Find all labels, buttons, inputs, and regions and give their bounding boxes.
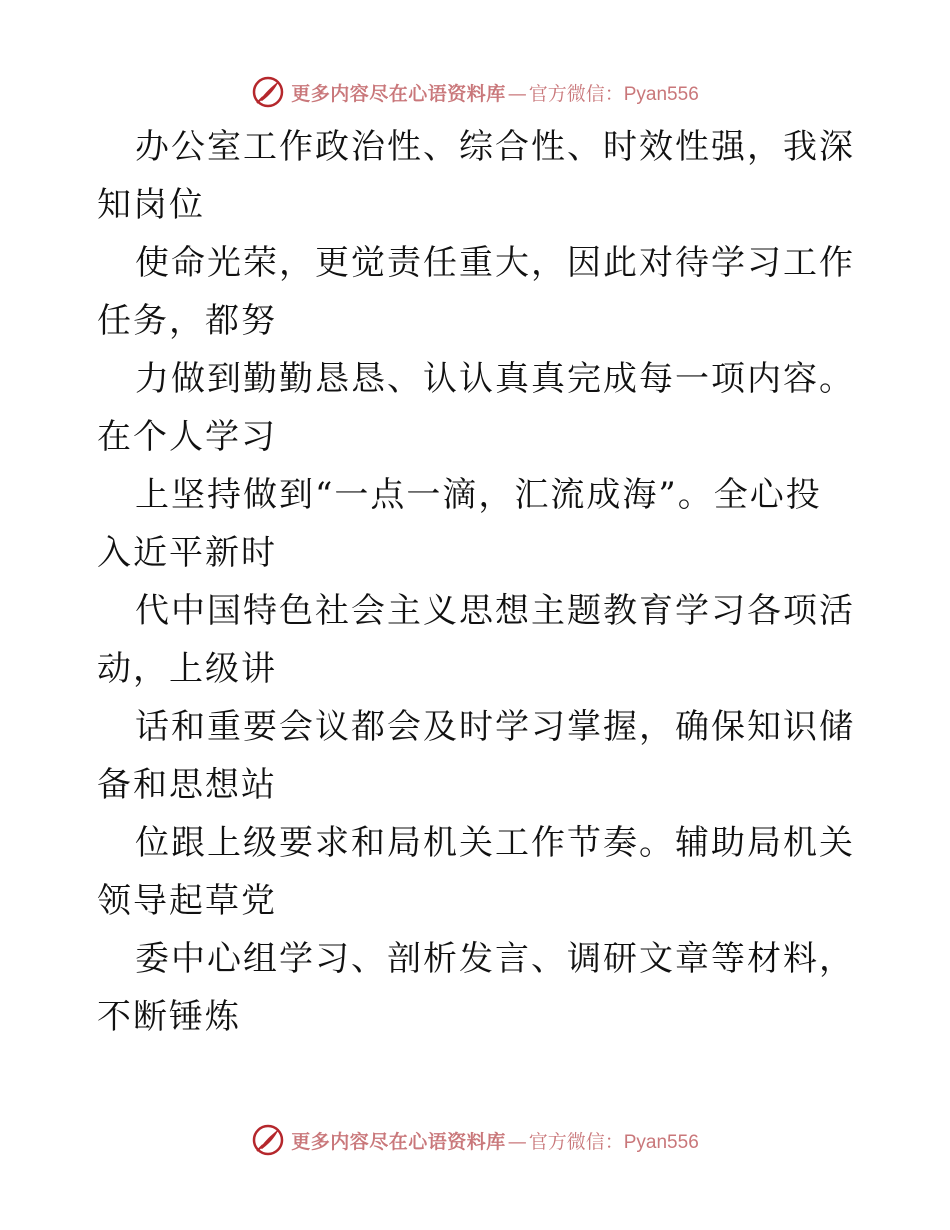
header-banner-main: 更多内容尽在心语资料库 [291,82,506,105]
quill-logo-icon [251,75,285,109]
footer-banner-dash: — [507,1130,527,1153]
document-body [97,118,857,1046]
paragraph: 位跟上级要求和局机关工作节奏。辅助局机关领导起草党 [97,823,855,921]
paragraph: 话和重要会议都会及时学习掌握，确保知识储备和思想站 [97,707,855,805]
paragraph: 上坚持做到“一点一滴，汇流成海”。全心投入近平新时 [97,475,822,573]
header-banner-dash: — [507,82,527,105]
footer-banner-text [291,1127,699,1154]
header-banner-wechat-id: Pyan556 [623,83,699,105]
paragraph: 使命光荣，更觉责任重大，因此对待学习工作任务，都努 [97,243,855,341]
header-banner-text [291,79,699,106]
paragraph: 代中国特色社会主义思想主题教育学习各项活动，上级讲 [97,591,855,689]
header-watermark-banner [0,70,950,114]
paragraph: 力做到勤勤恳恳、认认真真完成每一项内容。在个人学习 [97,359,855,457]
quill-logo-icon [251,1123,285,1157]
header-banner-sub: 官方微信： [528,82,624,105]
paragraph: 委中心组学习、剖析发言、调研文章等材料，不断锤炼 [97,939,855,1037]
footer-banner-wechat-id: Pyan556 [623,1131,699,1153]
paragraph: 办公室工作政治性、综合性、时效性强，我深知岗位 [97,127,855,225]
footer-watermark-banner [0,1118,950,1162]
footer-banner-main: 更多内容尽在心语资料库 [291,1130,506,1153]
footer-banner-sub: 官方微信： [528,1130,624,1153]
